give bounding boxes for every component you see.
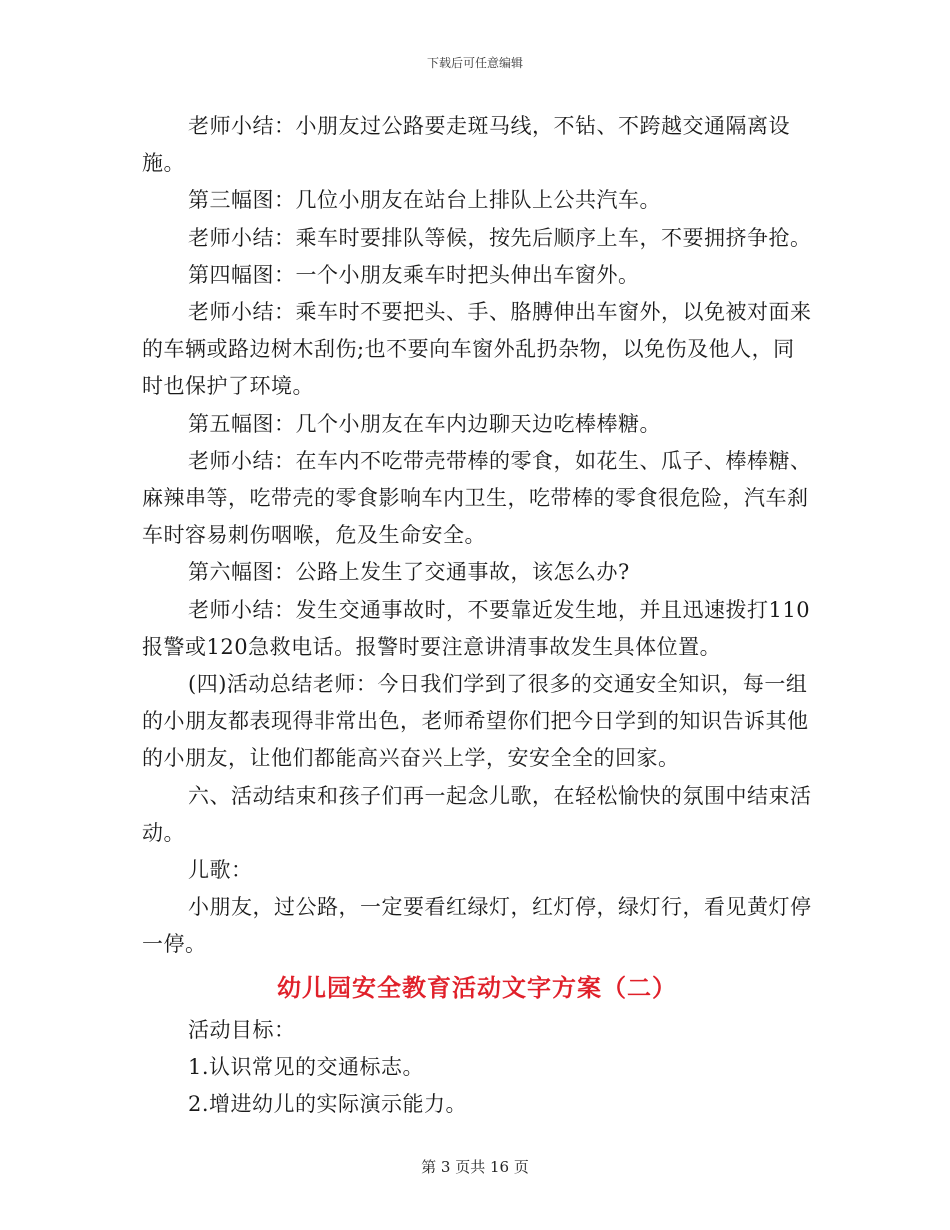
- paragraph: 老师小结：乘车时不要把头、手、胳膊伸出车窗外，以免被对面来的车辆或路边树木刮伤;也不要向车窗外乱扔杂物，以免伤及他人，同时也保护了环境。: [142, 300, 812, 399]
- paragraph: 老师小结：小朋友过公路要走斑马线，不钻、不跨越交通隔离设施。: [142, 114, 790, 176]
- page-number: 第 3 页共 16 页: [421, 1158, 529, 1176]
- section-title: 幼儿园安全教育活动文字方案（二）: [277, 973, 677, 1002]
- goals-heading: 活动目标：: [188, 1017, 296, 1042]
- paragraph: (四)活动总结老师：今日我们学到了很多的交通安全知识，每一组的小朋友都表现得非常出色，老师希望你们把今日学到的知识告诉其他的小朋友，让他们都能高兴奋兴上学，安安全全的回家。: [142, 672, 809, 771]
- paragraph: 第六幅图：公路上发生了交通事故，该怎么办?: [188, 560, 630, 585]
- paragraph: 老师小结：发生交通事故时，不要靠近发生地，并且迅速拨打110报警或120急救电话。报警时要注意讲清事故发生具体位置。: [142, 597, 811, 659]
- document-body: [142, 108, 812, 1123]
- paragraph: 六、活动结束和孩子们再一起念儿歌，在轻松愉快的氛围中结束活动。: [142, 783, 812, 845]
- goal-item: 1.认识常见的交通标志。: [188, 1054, 425, 1079]
- paragraph: 第四幅图：一个小朋友乘车时把头伸出车窗外。: [188, 262, 640, 287]
- paragraph: 第五幅图：几个小朋友在车内边聊天边吃棒棒糖。: [188, 411, 661, 436]
- paragraph: 老师小结：乘车时要排队等候，按先后顺序上车，不要拥挤争抢。: [188, 225, 812, 250]
- paragraph: 小朋友，过公路，一定要看红绿灯，红灯停，绿灯行，看见黄灯停一停。: [142, 895, 812, 957]
- paragraph: 老师小结：在车内不吃带壳带棒的零食，如花生、瓜子、棒棒糖、麻辣串等，吃带壳的零食影响车内卫生，吃带棒的零食很危险，汽车刹车时容易刺伤咽喉，危及生命安全。: [142, 448, 812, 548]
- page-header-note: 下载后可任意编辑: [426, 56, 523, 70]
- goal-item: 2.增进幼儿的实际演示能力。: [188, 1092, 468, 1117]
- paragraph: 第三幅图：几位小朋友在站台上排队上公共汽车。: [188, 188, 661, 213]
- paragraph: 儿歌：: [188, 858, 253, 883]
